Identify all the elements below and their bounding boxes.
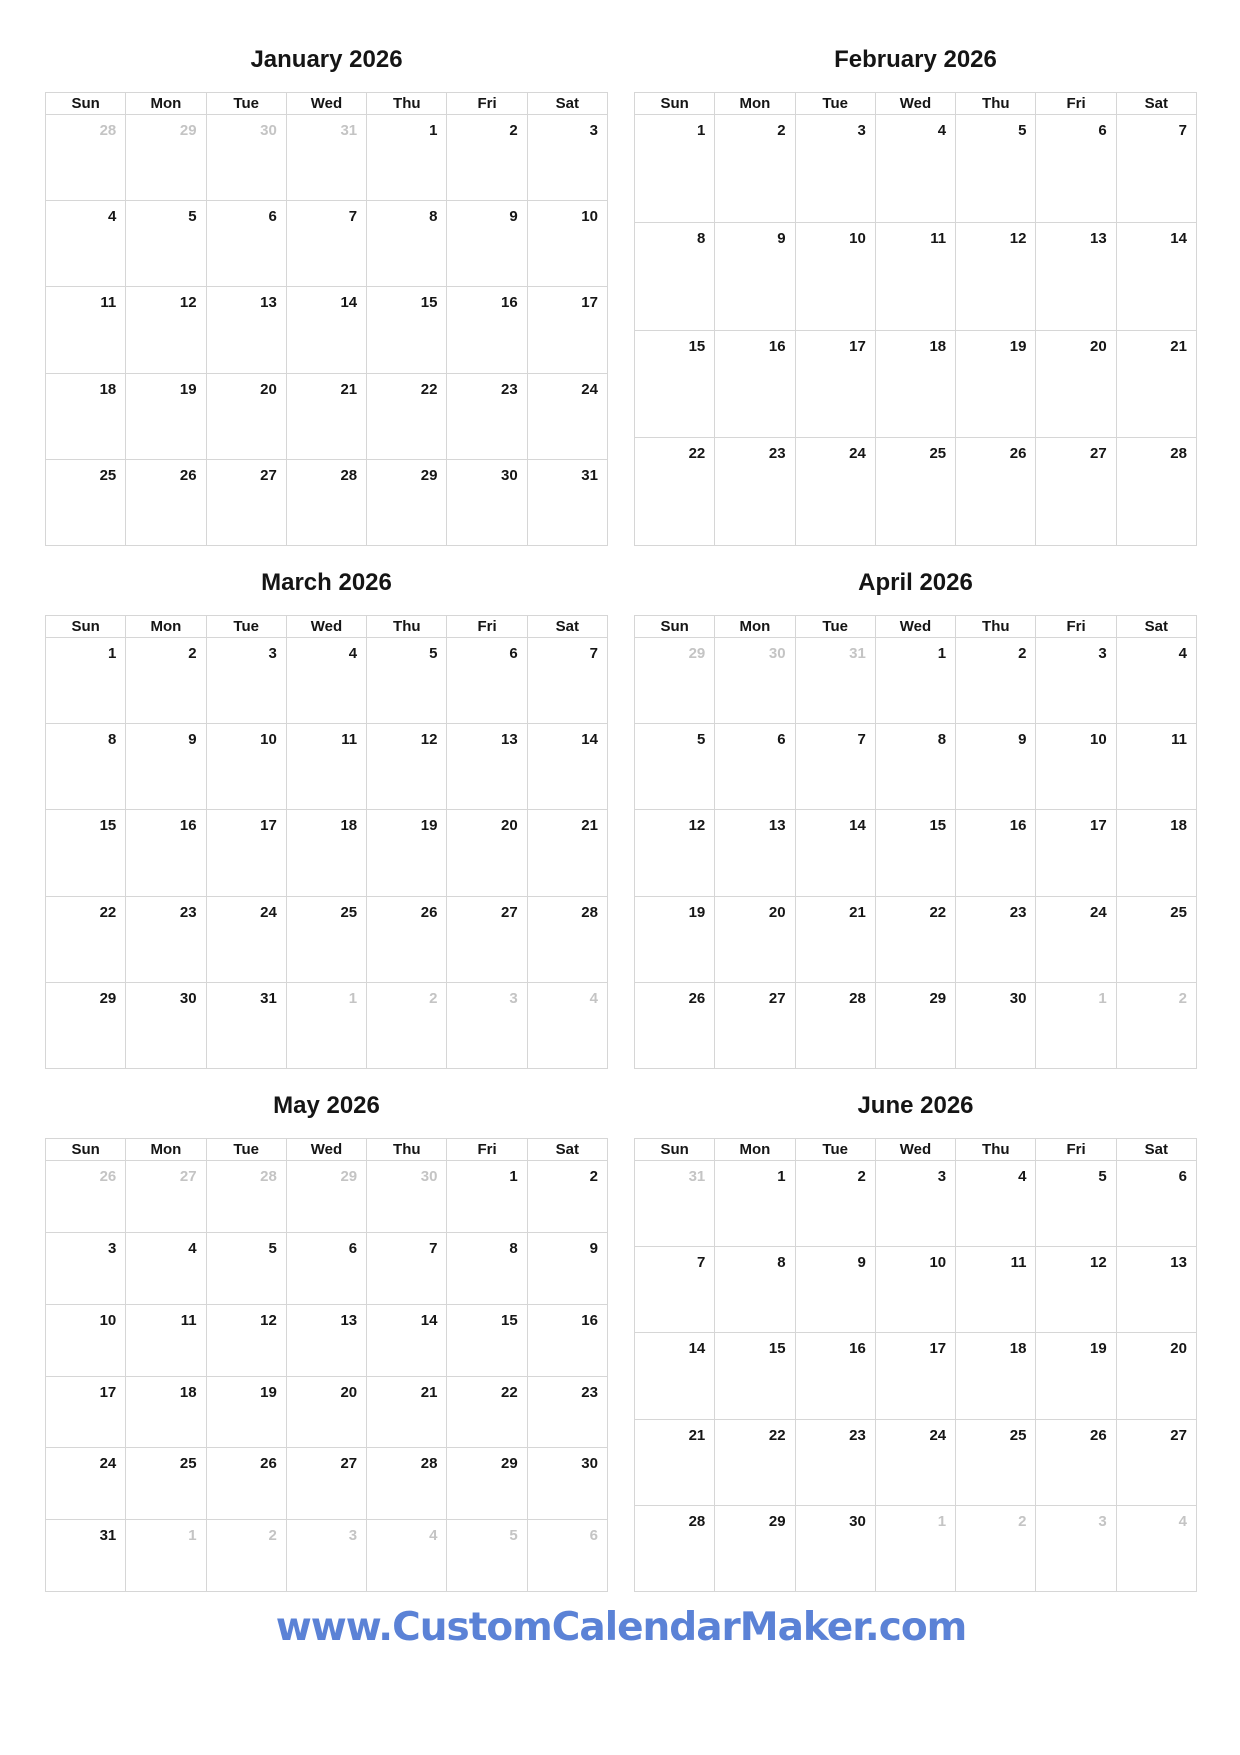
day-cell: 11 — [46, 287, 126, 373]
day-cell: 3 — [46, 1233, 126, 1305]
day-cell: 9 — [528, 1233, 608, 1305]
day-cell: 3 — [207, 638, 287, 724]
day-cell: 12 — [367, 724, 447, 810]
day-cell: 5 — [126, 201, 206, 287]
month-table-february — [634, 92, 1197, 546]
month-title-march: March 2026 — [261, 569, 392, 596]
month-january — [45, 45, 608, 546]
month-title-january: January 2026 — [250, 46, 403, 73]
day-cell: 16 — [956, 810, 1036, 896]
month-table-may — [45, 1138, 608, 1592]
weekday-header-mon: Mon — [126, 1139, 206, 1161]
day-cell: 20 — [207, 374, 287, 460]
day-cell: 11 — [956, 1247, 1036, 1333]
day-cell-adjacent-month: 2 — [1117, 983, 1197, 1069]
day-cell: 24 — [876, 1420, 956, 1506]
weekday-header-sun: Sun — [46, 1139, 126, 1161]
month-april — [634, 568, 1197, 1069]
day-cell: 28 — [635, 1506, 715, 1592]
month-june — [634, 1091, 1197, 1592]
day-cell: 21 — [287, 374, 367, 460]
day-cell: 7 — [796, 724, 876, 810]
weekday-header-fri: Fri — [447, 93, 527, 115]
day-cell-adjacent-month: 2 — [956, 1506, 1036, 1592]
day-cell-adjacent-month: 6 — [528, 1520, 608, 1592]
day-cell: 7 — [1117, 115, 1197, 223]
day-cell: 2 — [126, 638, 206, 724]
weekday-header-mon: Mon — [126, 93, 206, 115]
day-cell: 27 — [1117, 1420, 1197, 1506]
day-cell: 4 — [287, 638, 367, 724]
day-cell: 4 — [1117, 638, 1197, 724]
day-cell-adjacent-month: 29 — [287, 1161, 367, 1233]
weekday-header-wed: Wed — [287, 93, 367, 115]
day-cell: 16 — [528, 1305, 608, 1377]
day-cell: 5 — [207, 1233, 287, 1305]
day-cell: 26 — [367, 897, 447, 983]
weekday-header-sat: Sat — [528, 616, 608, 638]
day-cell: 6 — [447, 638, 527, 724]
day-cell: 10 — [46, 1305, 126, 1377]
day-cell: 1 — [367, 115, 447, 201]
weekday-header-sat: Sat — [528, 1139, 608, 1161]
weekday-header-fri: Fri — [1036, 616, 1116, 638]
day-cell: 7 — [635, 1247, 715, 1333]
watermark-link[interactable]: www.CustomCalendarMaker.com — [275, 1605, 967, 1650]
day-cell: 26 — [956, 438, 1036, 546]
day-cell-adjacent-month: 31 — [287, 115, 367, 201]
day-cell: 23 — [715, 438, 795, 546]
day-cell-adjacent-month: 5 — [447, 1520, 527, 1592]
day-cell: 27 — [447, 897, 527, 983]
day-cell: 8 — [715, 1247, 795, 1333]
day-cell-adjacent-month: 27 — [126, 1161, 206, 1233]
day-cell: 1 — [447, 1161, 527, 1233]
day-cell: 15 — [876, 810, 956, 896]
day-cell: 9 — [126, 724, 206, 810]
day-cell: 6 — [207, 201, 287, 287]
weekday-header-thu: Thu — [956, 616, 1036, 638]
day-cell-adjacent-month: 29 — [635, 638, 715, 724]
weekday-header-thu: Thu — [367, 616, 447, 638]
month-title-june: June 2026 — [857, 1092, 974, 1119]
day-cell: 15 — [367, 287, 447, 373]
day-cell: 22 — [447, 1377, 527, 1449]
day-cell-adjacent-month: 26 — [46, 1161, 126, 1233]
day-cell: 14 — [528, 724, 608, 810]
day-cell: 21 — [528, 810, 608, 896]
day-cell: 22 — [876, 897, 956, 983]
month-table-june — [634, 1138, 1197, 1592]
weekday-header-wed: Wed — [287, 1139, 367, 1161]
day-cell: 12 — [1036, 1247, 1116, 1333]
day-cell: 10 — [207, 724, 287, 810]
day-cell: 4 — [126, 1233, 206, 1305]
day-cell: 9 — [796, 1247, 876, 1333]
month-table-april — [634, 615, 1197, 1069]
day-cell-adjacent-month: 30 — [207, 115, 287, 201]
day-cell: 4 — [46, 201, 126, 287]
day-cell-adjacent-month: 3 — [287, 1520, 367, 1592]
day-cell: 24 — [1036, 897, 1116, 983]
day-cell: 29 — [715, 1506, 795, 1592]
weekday-header-tue: Tue — [207, 1139, 287, 1161]
day-cell: 7 — [287, 201, 367, 287]
day-cell: 31 — [207, 983, 287, 1069]
day-cell: 29 — [367, 460, 447, 546]
day-cell: 15 — [46, 810, 126, 896]
weekday-header-wed: Wed — [287, 616, 367, 638]
day-cell: 6 — [715, 724, 795, 810]
weekday-header-tue: Tue — [796, 93, 876, 115]
day-cell: 25 — [876, 438, 956, 546]
day-cell: 28 — [796, 983, 876, 1069]
weekday-header-mon: Mon — [126, 616, 206, 638]
day-cell-adjacent-month: 2 — [207, 1520, 287, 1592]
day-cell: 16 — [715, 331, 795, 439]
day-cell: 20 — [287, 1377, 367, 1449]
months-grid — [45, 45, 1197, 1592]
weekday-header-fri: Fri — [1036, 93, 1116, 115]
day-cell: 28 — [528, 897, 608, 983]
day-cell: 22 — [715, 1420, 795, 1506]
day-cell: 13 — [715, 810, 795, 896]
day-cell: 13 — [1117, 1247, 1197, 1333]
day-cell: 26 — [635, 983, 715, 1069]
day-cell: 14 — [367, 1305, 447, 1377]
day-cell: 15 — [635, 331, 715, 439]
day-cell: 21 — [635, 1420, 715, 1506]
day-cell-adjacent-month: 1 — [1036, 983, 1116, 1069]
day-cell: 9 — [715, 223, 795, 331]
day-cell: 25 — [287, 897, 367, 983]
day-cell: 1 — [715, 1161, 795, 1247]
day-cell: 10 — [1036, 724, 1116, 810]
month-may — [45, 1091, 608, 1592]
weekday-header-sat: Sat — [1117, 93, 1197, 115]
day-cell-adjacent-month: 1 — [287, 983, 367, 1069]
weekday-header-mon: Mon — [715, 616, 795, 638]
day-cell-adjacent-month: 28 — [207, 1161, 287, 1233]
day-cell: 18 — [956, 1333, 1036, 1419]
day-cell: 10 — [528, 201, 608, 287]
day-cell: 3 — [796, 115, 876, 223]
day-cell: 17 — [1036, 810, 1116, 896]
weekday-header-tue: Tue — [796, 616, 876, 638]
day-cell: 22 — [46, 897, 126, 983]
day-cell: 22 — [367, 374, 447, 460]
day-cell: 29 — [876, 983, 956, 1069]
day-cell: 1 — [46, 638, 126, 724]
month-table-march — [45, 615, 608, 1069]
day-cell: 16 — [126, 810, 206, 896]
day-cell: 9 — [447, 201, 527, 287]
day-cell: 1 — [635, 115, 715, 223]
day-cell: 19 — [367, 810, 447, 896]
day-cell: 14 — [287, 287, 367, 373]
day-cell: 17 — [796, 331, 876, 439]
day-cell: 2 — [715, 115, 795, 223]
day-cell: 8 — [876, 724, 956, 810]
day-cell: 20 — [1117, 1333, 1197, 1419]
day-cell: 13 — [1036, 223, 1116, 331]
day-cell: 20 — [715, 897, 795, 983]
weekday-header-fri: Fri — [447, 1139, 527, 1161]
day-cell: 14 — [635, 1333, 715, 1419]
day-cell-adjacent-month: 4 — [528, 983, 608, 1069]
weekday-header-sun: Sun — [46, 616, 126, 638]
weekday-header-fri: Fri — [447, 616, 527, 638]
day-cell: 31 — [528, 460, 608, 546]
day-cell-adjacent-month: 1 — [126, 1520, 206, 1592]
day-cell: 18 — [876, 331, 956, 439]
day-cell: 28 — [367, 1448, 447, 1520]
day-cell: 21 — [1117, 331, 1197, 439]
month-title-may: May 2026 — [273, 1092, 380, 1119]
day-cell: 17 — [46, 1377, 126, 1449]
weekday-header-mon: Mon — [715, 93, 795, 115]
day-cell: 11 — [1117, 724, 1197, 810]
day-cell: 22 — [635, 438, 715, 546]
day-cell: 17 — [876, 1333, 956, 1419]
day-cell: 31 — [46, 1520, 126, 1592]
day-cell: 13 — [207, 287, 287, 373]
day-cell: 29 — [447, 1448, 527, 1520]
weekday-header-sun: Sun — [46, 93, 126, 115]
day-cell: 28 — [1117, 438, 1197, 546]
month-february — [634, 45, 1197, 546]
day-cell: 12 — [126, 287, 206, 373]
day-cell: 26 — [126, 460, 206, 546]
day-cell: 26 — [207, 1448, 287, 1520]
day-cell: 10 — [796, 223, 876, 331]
day-cell: 19 — [126, 374, 206, 460]
weekday-header-tue: Tue — [207, 616, 287, 638]
weekday-header-thu: Thu — [367, 1139, 447, 1161]
day-cell: 3 — [876, 1161, 956, 1247]
day-cell-adjacent-month: 30 — [367, 1161, 447, 1233]
weekday-header-sat: Sat — [1117, 616, 1197, 638]
weekday-header-sat: Sat — [528, 93, 608, 115]
day-cell: 5 — [956, 115, 1036, 223]
day-cell: 2 — [528, 1161, 608, 1233]
weekday-header-tue: Tue — [207, 93, 287, 115]
month-title-february: February 2026 — [834, 46, 997, 73]
day-cell: 14 — [796, 810, 876, 896]
day-cell: 24 — [796, 438, 876, 546]
day-cell-adjacent-month: 4 — [367, 1520, 447, 1592]
day-cell: 19 — [956, 331, 1036, 439]
day-cell: 7 — [367, 1233, 447, 1305]
day-cell: 23 — [956, 897, 1036, 983]
day-cell: 27 — [207, 460, 287, 546]
day-cell: 4 — [956, 1161, 1036, 1247]
day-cell: 11 — [126, 1305, 206, 1377]
day-cell: 24 — [207, 897, 287, 983]
day-cell: 15 — [715, 1333, 795, 1419]
day-cell: 26 — [1036, 1420, 1116, 1506]
day-cell: 2 — [447, 115, 527, 201]
month-march — [45, 568, 608, 1069]
day-cell: 18 — [46, 374, 126, 460]
day-cell: 18 — [1117, 810, 1197, 896]
weekday-header-fri: Fri — [1036, 1139, 1116, 1161]
day-cell: 24 — [46, 1448, 126, 1520]
day-cell: 8 — [447, 1233, 527, 1305]
day-cell: 16 — [796, 1333, 876, 1419]
day-cell-adjacent-month: 30 — [715, 638, 795, 724]
weekday-header-sun: Sun — [635, 1139, 715, 1161]
day-cell: 10 — [876, 1247, 956, 1333]
day-cell: 5 — [367, 638, 447, 724]
day-cell: 19 — [635, 897, 715, 983]
day-cell: 17 — [528, 287, 608, 373]
day-cell: 19 — [207, 1377, 287, 1449]
day-cell-adjacent-month: 3 — [1036, 1506, 1116, 1592]
day-cell: 30 — [796, 1506, 876, 1592]
weekday-header-wed: Wed — [876, 93, 956, 115]
day-cell: 1 — [876, 638, 956, 724]
day-cell: 27 — [287, 1448, 367, 1520]
weekday-header-tue: Tue — [796, 1139, 876, 1161]
day-cell: 19 — [1036, 1333, 1116, 1419]
day-cell: 30 — [528, 1448, 608, 1520]
day-cell: 8 — [46, 724, 126, 810]
day-cell: 30 — [447, 460, 527, 546]
day-cell: 17 — [207, 810, 287, 896]
day-cell: 16 — [447, 287, 527, 373]
month-title-april: April 2026 — [858, 569, 973, 596]
day-cell: 9 — [956, 724, 1036, 810]
day-cell-adjacent-month: 31 — [635, 1161, 715, 1247]
day-cell: 24 — [528, 374, 608, 460]
day-cell: 12 — [635, 810, 715, 896]
day-cell: 12 — [956, 223, 1036, 331]
day-cell-adjacent-month: 31 — [796, 638, 876, 724]
month-table-january — [45, 92, 608, 546]
day-cell: 25 — [46, 460, 126, 546]
day-cell-adjacent-month: 4 — [1117, 1506, 1197, 1592]
day-cell: 25 — [1117, 897, 1197, 983]
day-cell: 27 — [715, 983, 795, 1069]
day-cell: 8 — [367, 201, 447, 287]
day-cell: 2 — [796, 1161, 876, 1247]
day-cell: 20 — [1036, 331, 1116, 439]
day-cell: 3 — [1036, 638, 1116, 724]
day-cell: 5 — [635, 724, 715, 810]
weekday-header-thu: Thu — [367, 93, 447, 115]
day-cell: 15 — [447, 1305, 527, 1377]
day-cell: 8 — [635, 223, 715, 331]
weekday-header-thu: Thu — [956, 93, 1036, 115]
day-cell: 25 — [956, 1420, 1036, 1506]
day-cell: 14 — [1117, 223, 1197, 331]
day-cell: 11 — [287, 724, 367, 810]
day-cell: 21 — [796, 897, 876, 983]
day-cell: 23 — [528, 1377, 608, 1449]
day-cell: 30 — [956, 983, 1036, 1069]
day-cell: 18 — [126, 1377, 206, 1449]
day-cell-adjacent-month: 28 — [46, 115, 126, 201]
day-cell: 30 — [126, 983, 206, 1069]
day-cell: 3 — [528, 115, 608, 201]
day-cell: 12 — [207, 1305, 287, 1377]
day-cell: 5 — [1036, 1161, 1116, 1247]
day-cell: 18 — [287, 810, 367, 896]
day-cell: 13 — [447, 724, 527, 810]
day-cell: 25 — [126, 1448, 206, 1520]
day-cell: 23 — [126, 897, 206, 983]
day-cell: 13 — [287, 1305, 367, 1377]
weekday-header-thu: Thu — [956, 1139, 1036, 1161]
day-cell: 23 — [796, 1420, 876, 1506]
weekday-header-sat: Sat — [1117, 1139, 1197, 1161]
weekday-header-sun: Sun — [635, 616, 715, 638]
day-cell: 4 — [876, 115, 956, 223]
day-cell: 21 — [367, 1377, 447, 1449]
day-cell: 29 — [46, 983, 126, 1069]
day-cell-adjacent-month: 29 — [126, 115, 206, 201]
day-cell: 6 — [1036, 115, 1116, 223]
day-cell-adjacent-month: 1 — [876, 1506, 956, 1592]
weekday-header-mon: Mon — [715, 1139, 795, 1161]
weekday-header-wed: Wed — [876, 616, 956, 638]
day-cell: 6 — [287, 1233, 367, 1305]
day-cell: 23 — [447, 374, 527, 460]
day-cell-adjacent-month: 3 — [447, 983, 527, 1069]
day-cell: 28 — [287, 460, 367, 546]
day-cell: 27 — [1036, 438, 1116, 546]
day-cell-adjacent-month: 2 — [367, 983, 447, 1069]
day-cell: 7 — [528, 638, 608, 724]
weekday-header-sun: Sun — [635, 93, 715, 115]
day-cell: 2 — [956, 638, 1036, 724]
day-cell: 6 — [1117, 1161, 1197, 1247]
weekday-header-wed: Wed — [876, 1139, 956, 1161]
day-cell: 20 — [447, 810, 527, 896]
day-cell: 11 — [876, 223, 956, 331]
